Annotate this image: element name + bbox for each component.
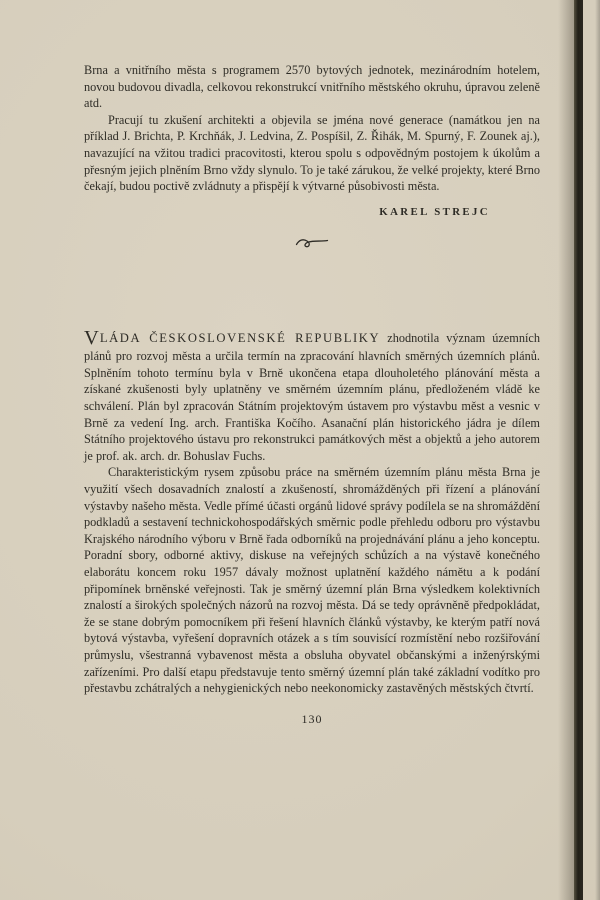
text-column [84, 62, 540, 727]
page-edge-soft-shadow [558, 0, 574, 900]
scan-right-edge [595, 0, 600, 900]
lead-initial-letter: V [84, 326, 100, 349]
page-edge-shadow [574, 0, 583, 900]
paragraph: Pracují tu zkušení architekti a objevila se jména nové generace (namátkou jen na příklad J. Brichta, P. Krchňák, J. Ledvina, Z. Pospíšil, Z. Řihák, M. Spurný, F. Zounek aj.), navazující na vžitou tradici pracovitosti, kterou spolu s odpovědným postojem k úkolům a přesným jejich plněním Brno vždy slynulo. To je také zárukou, že velké projekty, které Brno čekají, budou poctivě zvládnuty a přispějí k výtvarné působivosti města. [84, 112, 540, 194]
page-number: 130 [301, 711, 323, 726]
lead-paragraph-text: zhodnotila význam územních plánů pro rozvoj města a určila termín na zpracování hlavních směrných územních plánů. Splněním tohoto termínu byla v Brně ukončena etapa dlouholetého plánování města a získané zkušenosti byly uplatněny ve směrném územním plánu, předloženém vládě ke schválení. Plán byl zpracován Státním projektovým ústavem pro výstavbu měst a vesnic v Brně za vedení Ing. arch. Františka Kočího. Asanační plán historického jádra je dílem Státního projektového ústavu pro rekonstrukci památkových měst a objektů a jeho autorem je prof. ak. arch. dr. Bohuslav Fuchs. [84, 330, 540, 463]
article-vlada [84, 328, 540, 697]
author-byline: KAREL STREJC [379, 205, 490, 218]
paragraph-continuation: Brna a vnitřního města s programem 2570 bytových jednotek, mezinárodním hotelem, novou budovou divadla, celkovou rekonstrukcí vnitřního městského okruhu, úpravou zeleně atd. [84, 63, 540, 111]
lead-smallcaps: LÁDA ČESKOSLOVENSKÉ REPUBLIKY [99, 330, 381, 345]
paragraph: Charakteristickým rysem způsobu práce na směrném územním plánu města Brna je využití všech dosavadních znalostí a zkušeností, shromážděných při řízení a plánování výstavby našeho města. Vedle přímé účasti orgánů lidové správy podílela se na shromáždění podkladů a sestavení technickohospodářských směrnic podle přehledu odboru pro výstavbu Krajského národního výboru v Brně řada odborníků na projednávání plánu a jeho konceptu. Poradní sbory, odborné aktivy, diskuse na veřejných schůzích a na výstavě konečného elaborátu koncem roku 1957 dávaly možnost uplatnění každého námětu a k podání připomínek brněnské veřejnosti. Tak je směrný územní plán Brna výsledkem kolektivních znalostí a širokých společných názorů na rozvoj města. Dá se tedy oprávněně předpokládat, že se stane dobrým pomocníkem při řešení hlavních článků výstavby, ke kterým patří nová bytová výstavba, vyřešení dopravních otázek a s tím souvisící rozmístění nebo rozšiřování průmyslu, všestranná vybavenost města a obsluha obyvatel občanskými a inženýrskými zařízeními. Pro další etapu představuje tento směrný územní plán také základní vodítko pro přestavbu zchátralých a nehygienických nebo neekonomicky zastavěných městských čtvrtí. [84, 465, 540, 696]
section-divider [84, 234, 540, 250]
article-lead-paragraph [84, 328, 540, 465]
squiggle-ornament-icon [294, 234, 330, 251]
